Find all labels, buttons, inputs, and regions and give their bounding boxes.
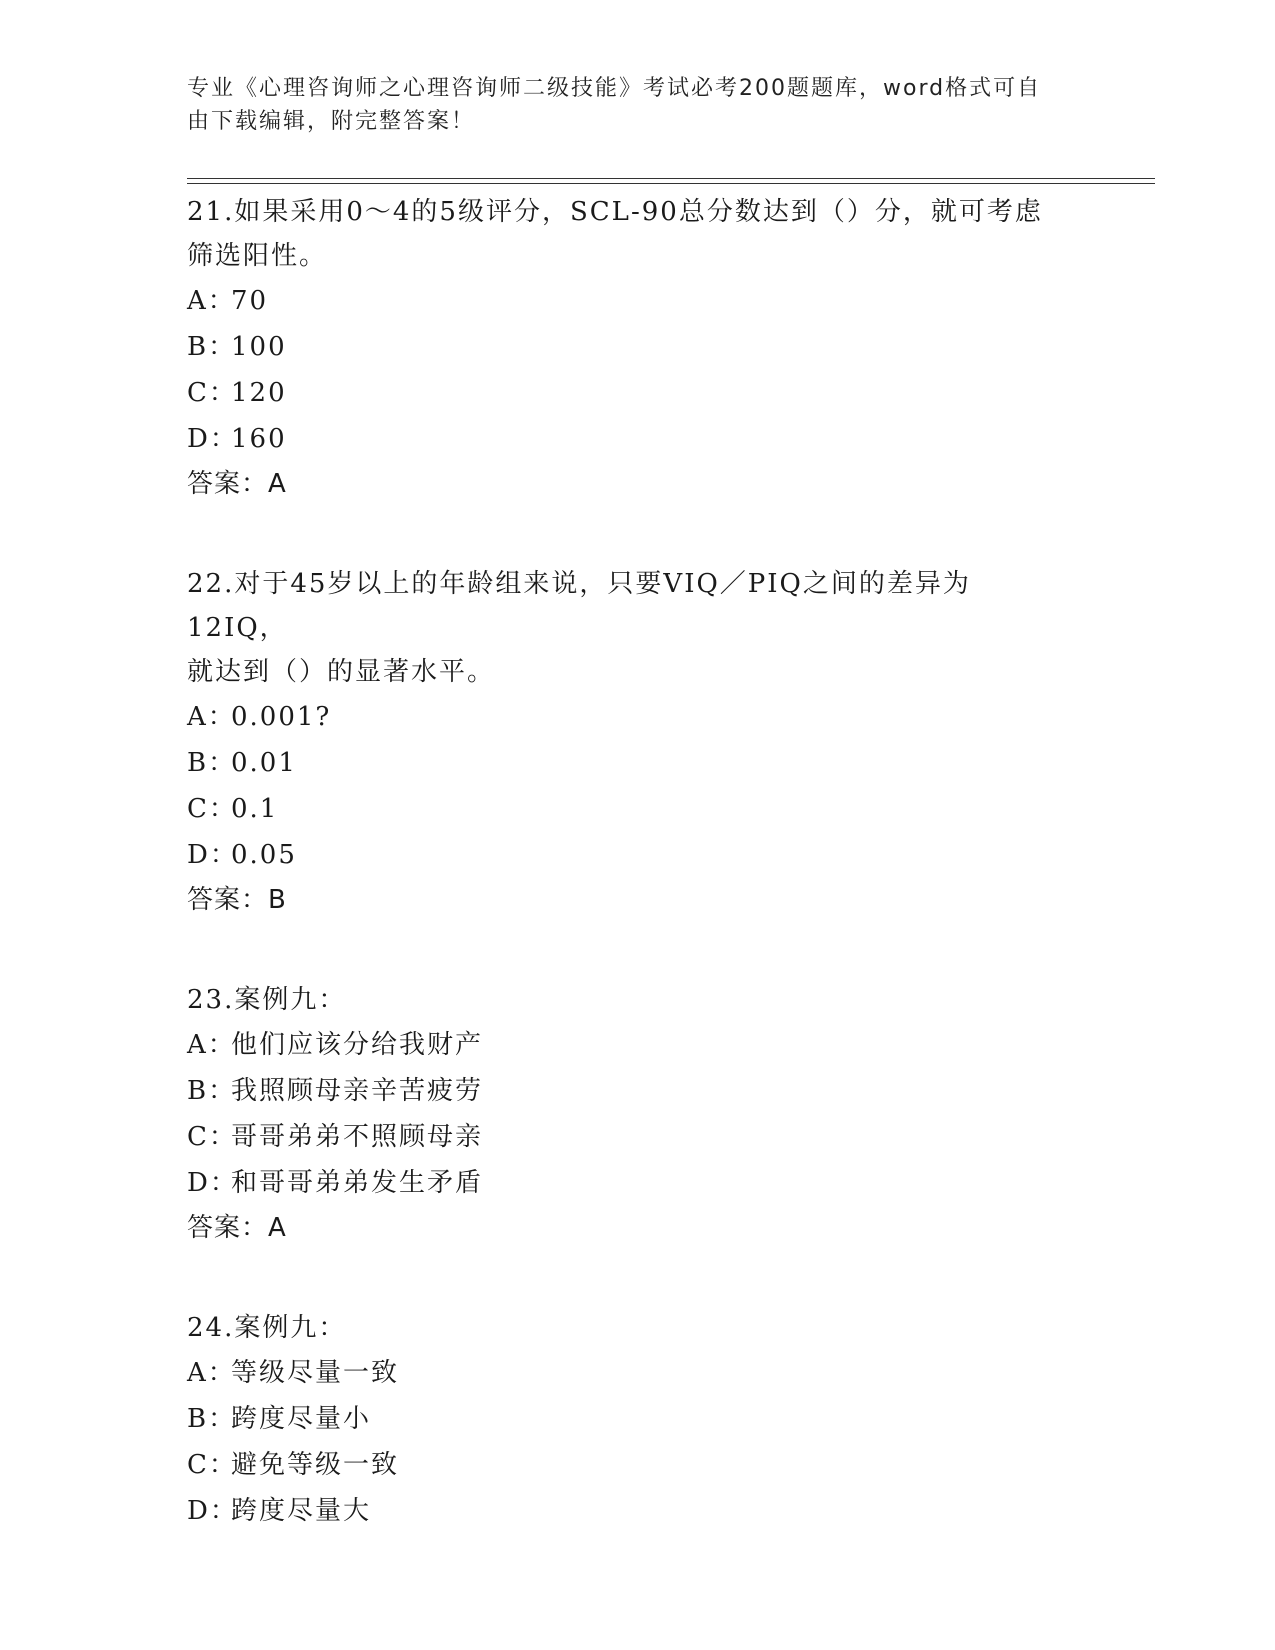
question-stem-line: 24.案例九：	[187, 1313, 347, 1343]
question-21	[187, 190, 1087, 506]
question-stem-line: 23.案例九：	[187, 985, 347, 1015]
question-spacer	[187, 506, 1087, 562]
option-b	[187, 1396, 1087, 1442]
option-b	[187, 324, 1087, 370]
option-b	[187, 740, 1087, 786]
question-stem	[187, 190, 1067, 278]
option-text: 160	[231, 424, 287, 454]
option-letter: B：	[187, 748, 237, 778]
question-stem-line: 22.对于45岁以上的年龄组来说，只要VIQ／PIQ之间的差异为12IQ，	[187, 569, 971, 643]
option-c	[187, 1442, 1087, 1488]
answer-line: 答案：B	[187, 885, 287, 915]
question-23	[187, 978, 1087, 1250]
option-text: 避免等级一致	[231, 1450, 400, 1480]
option-d	[187, 416, 1087, 462]
question-stem-line: 就达到（）的显著水平。	[187, 657, 496, 687]
option-text: 0.1	[231, 794, 279, 824]
option-a	[187, 278, 1087, 324]
question-22	[187, 562, 1087, 922]
option-letter: B：	[187, 1404, 237, 1434]
option-c	[187, 370, 1087, 416]
option-text: 跨度尽量小	[231, 1404, 372, 1434]
option-c	[187, 786, 1087, 832]
option-d	[187, 1160, 1087, 1206]
option-a	[187, 1022, 1087, 1068]
question-stem	[187, 978, 1067, 1022]
option-letter: A：	[187, 1358, 236, 1388]
option-letter: C：	[187, 794, 237, 824]
answer-line: 答案：A	[187, 469, 287, 499]
option-letter: C：	[187, 378, 237, 408]
header-line-2: 由下载编辑，附完整答案！	[187, 109, 476, 134]
question-24	[187, 1306, 1087, 1534]
option-d	[187, 832, 1087, 878]
option-a	[187, 1350, 1087, 1396]
question-stem-line: 筛选阳性。	[187, 241, 328, 271]
option-text: 哥哥弟弟不照顾母亲	[231, 1122, 484, 1152]
option-b	[187, 1068, 1087, 1114]
option-text: 0.05	[231, 840, 297, 870]
question-stem	[187, 562, 1067, 694]
option-text: 跨度尽量大	[231, 1496, 372, 1526]
option-text: 和哥哥弟弟发生矛盾	[231, 1168, 484, 1198]
header-line-1: 专业《心理咨询师之心理咨询师二级技能》考试必考200题题库，word格式可自	[187, 76, 1042, 101]
option-letter: C：	[187, 1450, 237, 1480]
question-stem-line: 21.如果采用0～4的5级评分，SCL-90总分数达到（）分，就可考虑	[187, 197, 1043, 227]
option-d	[187, 1488, 1087, 1534]
option-letter: B：	[187, 332, 237, 362]
option-letter: A：	[187, 702, 236, 732]
header-divider-bottom	[187, 183, 1155, 184]
option-text: 70	[231, 286, 269, 316]
option-text: 等级尽量一致	[231, 1358, 400, 1388]
option-letter: A：	[187, 1030, 236, 1060]
option-text: 我照顾母亲辛苦疲劳	[231, 1076, 484, 1106]
option-text: 100	[231, 332, 287, 362]
option-letter: A：	[187, 286, 236, 316]
option-letter: D：	[187, 424, 238, 454]
option-letter: B：	[187, 1076, 237, 1106]
question-stem	[187, 1306, 1067, 1350]
answer-line: 答案：A	[187, 1213, 287, 1243]
option-text: 0.01	[231, 748, 297, 778]
option-text: 他们应该分给我财产	[231, 1030, 484, 1060]
header-divider-top	[187, 178, 1155, 179]
option-c	[187, 1114, 1087, 1160]
option-letter: D：	[187, 1496, 238, 1526]
question-spacer	[187, 922, 1087, 978]
option-text: 0.001?	[231, 702, 332, 732]
option-text: 120	[231, 378, 287, 408]
question-list	[187, 190, 1087, 1534]
option-letter: D：	[187, 840, 238, 870]
document-header	[187, 72, 1067, 138]
option-a	[187, 694, 1087, 740]
option-letter: C：	[187, 1122, 237, 1152]
option-letter: D：	[187, 1168, 238, 1198]
question-spacer	[187, 1250, 1087, 1306]
